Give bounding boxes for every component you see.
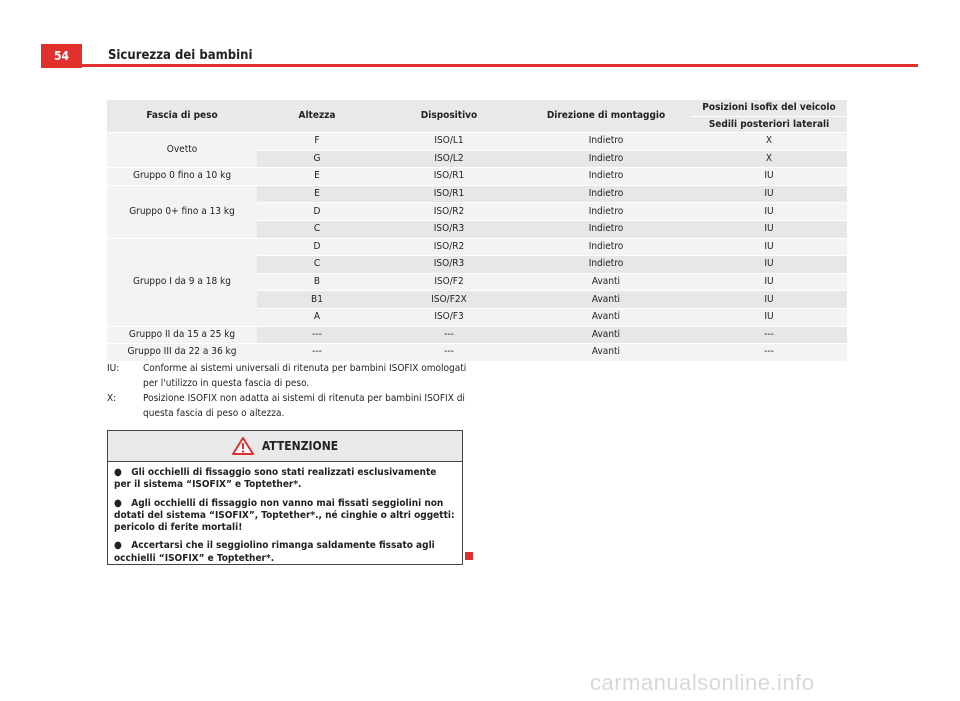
- warning-item-text: Accertarsi che il seggiolino rimanga saldamente fissato agli occhielli “ISOFIX” e Toptether*.: [114, 540, 435, 564]
- height-cell: E: [257, 168, 377, 186]
- height-cell: A: [257, 308, 377, 326]
- direction-cell: Avanti: [521, 308, 691, 326]
- warning-body: [108, 462, 462, 565]
- height-cell: D: [257, 203, 377, 221]
- col-device: Dispositivo: [377, 100, 521, 133]
- direction-cell: Indietro: [521, 238, 691, 256]
- direction-cell: Indietro: [521, 203, 691, 221]
- direction-cell: Avanti: [521, 273, 691, 291]
- warning-box: [107, 430, 463, 565]
- weight-group-cell: Gruppo 0+ fino a 13 kg: [107, 185, 257, 238]
- note-text: Conforme ai sistemi universali di ritenuta per bambini ISOFIX omologati per l'utilizzo in questa fascia di peso.: [143, 363, 467, 389]
- height-cell: G: [257, 150, 377, 168]
- header-rule: [82, 64, 918, 67]
- page-number: 54: [41, 44, 82, 68]
- height-cell: C: [257, 220, 377, 238]
- direction-cell: Indietro: [521, 168, 691, 186]
- device-cell: ---: [377, 326, 521, 344]
- warning-title: ATTENZIONE: [261, 439, 339, 453]
- device-cell: ISO/R1: [377, 185, 521, 203]
- pos-cell: IU: [691, 291, 847, 309]
- pos-cell: IU: [691, 238, 847, 256]
- note-iu: [107, 361, 467, 391]
- table-body: [107, 133, 847, 362]
- table-row: [107, 133, 847, 151]
- height-cell: ---: [257, 326, 377, 344]
- legend-notes: [107, 361, 467, 421]
- direction-cell: Indietro: [521, 256, 691, 274]
- note-key: X:: [107, 393, 117, 404]
- direction-cell: Indietro: [521, 220, 691, 238]
- direction-cell: Avanti: [521, 291, 691, 309]
- direction-cell: Indietro: [521, 185, 691, 203]
- device-cell: ISO/F2: [377, 273, 521, 291]
- col-height: Altezza: [257, 100, 377, 133]
- direction-cell: Indietro: [521, 133, 691, 151]
- pos-cell: X: [691, 150, 847, 168]
- device-cell: ISO/R3: [377, 256, 521, 274]
- note-x: [107, 391, 467, 421]
- pos-cell: IU: [691, 308, 847, 326]
- warning-item: ● Accertarsi che il seggiolino rimanga saldamente fissato agli occhielli “ISOFIX” e Toptether*.: [114, 540, 435, 564]
- device-cell: ISO/R1: [377, 168, 521, 186]
- weight-group-cell: Gruppo I da 9 a 18 kg: [107, 238, 257, 326]
- device-cell: ISO/R3: [377, 220, 521, 238]
- pos-cell: IU: [691, 256, 847, 274]
- warning-item-text: Agli occhielli di fissaggio non vanno mai fissati seggiolini non dotati del sistema “ISOFIX”, Toptether*., né cinghie o altri oggetti: pericolo di ferite mortali!: [114, 497, 455, 534]
- col-isofix: Posizioni Isofix del veicolo: [691, 100, 847, 117]
- note-key: IU:: [107, 363, 120, 374]
- direction-cell: Indietro: [521, 150, 691, 168]
- pos-cell: IU: [691, 203, 847, 221]
- watermark: carmanualsonline.info: [590, 670, 815, 695]
- warning-item: ● Gli occhielli di fissaggio sono stati realizzati esclusivamente per il sistema “ISOFIX” e Toptether*.: [114, 467, 437, 491]
- pos-cell: IU: [691, 185, 847, 203]
- warning-header: [108, 431, 462, 462]
- col-isofix-sub: Sedili posteriori laterali: [691, 117, 847, 133]
- pos-cell: IU: [691, 273, 847, 291]
- device-cell: ISO/L2: [377, 150, 521, 168]
- weight-group-cell: Gruppo II da 15 a 25 kg: [107, 326, 257, 344]
- height-cell: B1: [257, 291, 377, 309]
- weight-group-cell: Gruppo III da 22 a 36 kg: [107, 344, 257, 362]
- warning-item: ● Agli occhielli di fissaggio non vanno mai fissati seggiolini non dotati del sistema “ISOFIX”, Toptether*., né cinghie o altri oggetti: pericolo di ferite mortali!: [114, 497, 455, 534]
- table-row: [107, 168, 847, 186]
- direction-cell: Avanti: [521, 326, 691, 344]
- height-cell: B: [257, 273, 377, 291]
- pos-cell: X: [691, 133, 847, 151]
- page-title: Sicurezza dei bambini: [108, 48, 253, 63]
- pos-cell: IU: [691, 220, 847, 238]
- table-row: [107, 238, 847, 256]
- direction-cell: Avanti: [521, 344, 691, 362]
- height-cell: C: [257, 256, 377, 274]
- col-weight: Fascia di peso: [107, 100, 257, 133]
- warning-triangle-icon: [232, 437, 254, 455]
- height-cell: F: [257, 133, 377, 151]
- pos-cell: ---: [691, 326, 847, 344]
- table-row: [107, 185, 847, 203]
- weight-group-cell: Gruppo 0 fino a 10 kg: [107, 168, 257, 186]
- pos-cell: IU: [691, 168, 847, 186]
- section-end-marker: [465, 552, 473, 560]
- device-cell: ISO/R2: [377, 203, 521, 221]
- warning-item-text: Gli occhielli di fissaggio sono stati realizzati esclusivamente per il sistema “ISOFIX” e Toptether*.: [114, 467, 437, 491]
- pos-cell: ---: [691, 344, 847, 362]
- device-cell: ---: [377, 344, 521, 362]
- table-row: [107, 326, 847, 344]
- device-cell: ISO/R2: [377, 238, 521, 256]
- height-cell: E: [257, 185, 377, 203]
- height-cell: D: [257, 238, 377, 256]
- device-cell: ISO/L1: [377, 133, 521, 151]
- device-cell: ISO/F3: [377, 308, 521, 326]
- isofix-table: [107, 100, 847, 362]
- note-text: Posizione ISOFIX non adatta ai sistemi di ritenuta per bambini ISOFIX di questa fascia di peso o altezza.: [143, 393, 465, 419]
- height-cell: ---: [257, 344, 377, 362]
- device-cell: ISO/F2X: [377, 291, 521, 309]
- weight-group-cell: Ovetto: [107, 133, 257, 168]
- table-row: [107, 344, 847, 362]
- col-direction: Direzione di montaggio: [521, 100, 691, 133]
